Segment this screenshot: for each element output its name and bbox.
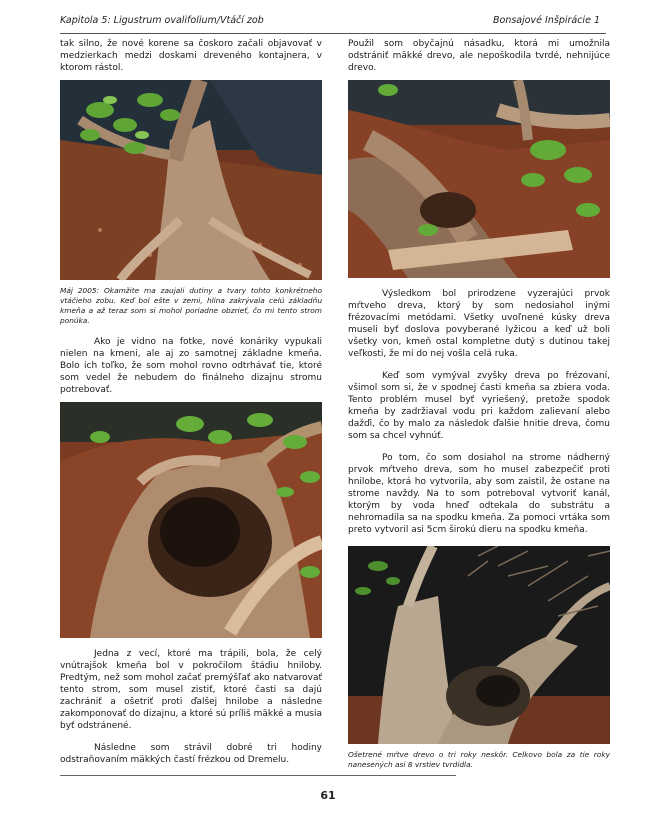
paragraph: Jedna z vecí, ktoré ma trápili, bola, že celý vnútrajšok kmeňa bol v pokročilom štádiu hniloby. Predtým, než som mohol začať premýšľať ako natvarovať tento strom, som musel zistiť, ktoré časti sa dajú zachrániť a ošetriť proti ďalšej hnilobe a následne zakomponovať do dizajnu, a ktoré sú príliš mäkké a musia byť odstránené. [60, 649, 322, 731]
paragraph: tak silno, že nové korene sa čoskoro začali objavovať v medzierkach medzi doskami dreveného kontajnera, v ktorom rástol. [60, 39, 322, 73]
treated-deadwood-photo [348, 546, 610, 744]
paragraph: Následne som strávil dobré tri hodiny odstraňovaním mäkkých častí frézkou od Dremelu. [60, 743, 322, 765]
rotten-trunk-photo [60, 402, 322, 638]
left-column [60, 38, 322, 766]
deadwood-photo [348, 80, 610, 278]
paragraph: Výsledkom bol prirodzene vyzerajúci prvok mŕtveho dreva, ktorý by som nedosiahol inými frézovacími metódami. Všetky uvoľnené kúsky dreva museli byť doslova povyberané lyžicou a keď už boli všetky von, kmeň ostal kompletne dutý s dutinou takej veľkosti, že mi do nej vošla celá ruka. [348, 289, 610, 359]
header-divider [60, 33, 606, 34]
paragraph: Po tom, čo som dosiahol na strome nádherný prvok mŕtveho dreva, som ho musel zabezpečiť proti hnilobe, ktorá ho vytvorila, aby som zaistil, že ostane na strome navždy. Na to som potreboval vytvoriť kanál, ktorým by voda hneď odtekala do substrátu a nehromadila sa na spodku kmeňa. Za pomoci vrtáka som preto vytvoril asi 5cm širokú dieru na spodku kmeňa. [348, 453, 610, 535]
right-column [348, 38, 610, 770]
paragraph: Keď som vymýval zvyšky dreva po frézovaní, všimol som si, že v spodnej časti kmeňa sa zbiera voda. Tento problém musel byť vyriešený, pretože spodok kmeňa by zadržiaval vodu pri každom zalievaní alebo dažďi, čo by malo za následok ďalšie hnitie dreva, čomu som sa chcel vyhnúť. [348, 371, 610, 441]
paragraph: Ako je vidno na fotke, nové konáriky vypukali nielen na kmeni, ale aj zo samotnej základne kmeňa. Bolo ich toľko, že som mohol rovno odtrhávať tie, ktoré som vedel že nebudem do finálneho dizajnu stromu potrebovať. [60, 337, 322, 395]
photo-caption: Ošetrené mŕtve drevo o tri roky neskôr. Celkovo bola za tie roky nanesených asi 8 vrstiev tvrdidla. [348, 750, 610, 769]
paragraph: Použil som obyčajnú násadku, ktorá mi umožnila odstrániť mäkké drevo, ale nepoškodila tvrdé, nehnijúce drevo. [348, 39, 610, 73]
footer-divider [60, 775, 456, 776]
page-number: 61 [320, 789, 336, 802]
running-header-book-title: Bonsajové Inšpirácie 1 [492, 15, 600, 26]
photo-caption: Máj 2005: Okamžite ma zaujali dutiny a tvary tohto konkrétneho vtáčieho zobu. Keď bol ešte v zemi, hlina zakrývala celú základňu kmeňa a až teraz som si mohol poriadne obzrieť, čo mi tento strom ponúka. [60, 286, 322, 325]
bonsai-base-photo [60, 80, 322, 280]
running-header-chapter: Kapitola 5: Ligustrum ovalifolium/Vtáčí zob [60, 15, 264, 26]
